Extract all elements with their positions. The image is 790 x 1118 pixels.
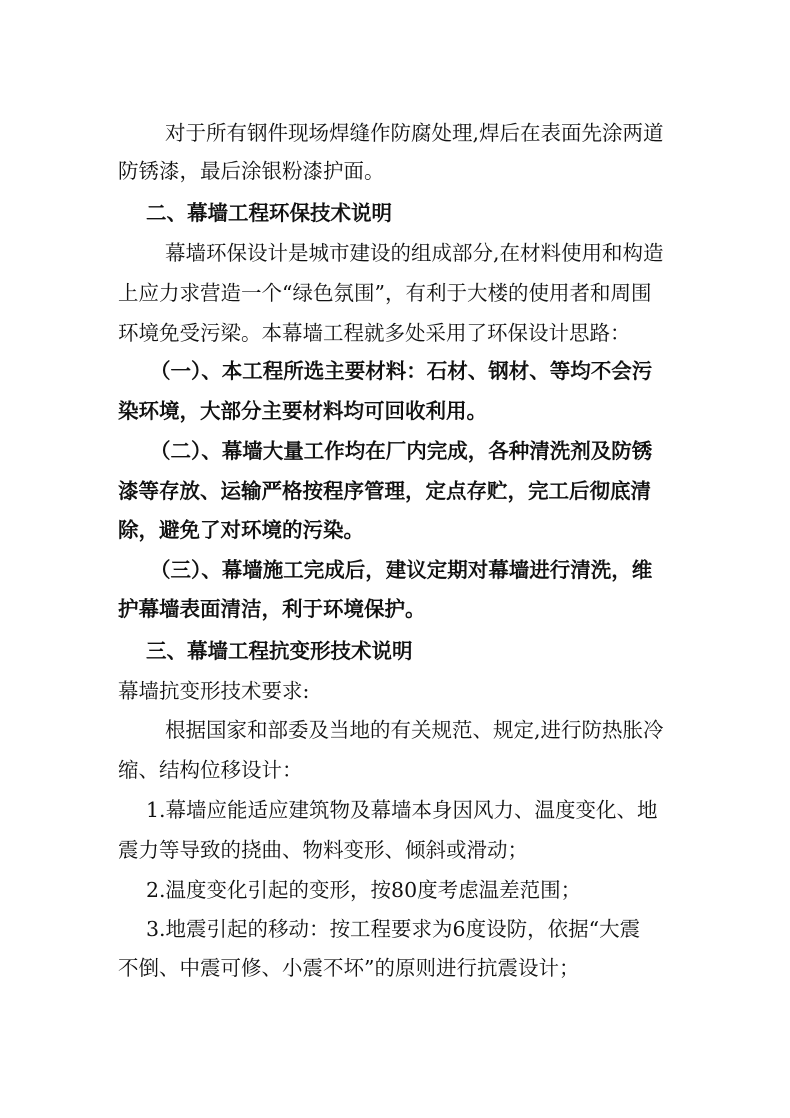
bold-paragraph-line: （二）、幕墙大量工作均在厂内完成，各种清洗剂及防锈: [150, 439, 653, 463]
paragraph-line: 上应力求营造一个“绿色氛围”，有利于大楼的使用者和周围: [118, 281, 652, 305]
paragraph-line: 幕墙环保设计是城市建设的组成部分,在材料使用和构造: [165, 241, 664, 265]
list-item-line: 不倒、中震可修、小震不坏”的原则进行抗震设计；: [118, 956, 580, 980]
list-item-line: 3.地震引起的移动：按工程要求为6度设防，依据“大震: [146, 917, 641, 941]
paragraph-line: 缩、结构位移设计：: [118, 758, 303, 782]
paragraph-line: 环境免受污梁。本幕墙工程就多处采用了环保设计思路：: [118, 321, 631, 345]
paragraph-line: 根据国家和部委及当地的有关规范、规定,进行防热胀冷: [165, 718, 664, 742]
list-item-line: 2.温度变化引起的变形，按80度考虑温差范围；: [146, 878, 582, 902]
section-heading: 三、幕墙工程抗变形技术说明: [146, 639, 413, 663]
bold-paragraph-line: 护幕墙表面清洁，利于环境保护。: [118, 597, 426, 621]
section-heading: 二、幕墙工程环保技术说明: [146, 201, 392, 225]
bold-paragraph-line: 染环境，大部分主要材料均可回收利用。: [118, 399, 487, 423]
list-item-line: 震力等导致的挠曲、物料变形、倾斜或滑动；: [118, 838, 528, 862]
list-item-line: 1.幕墙应能适应建筑物及幕墙本身因风力、温度变化、地: [146, 798, 658, 822]
bold-paragraph-line: 漆等存放、运输严格按程序管理，定点存贮，完工后彻底清: [118, 479, 651, 503]
paragraph-line: 防锈漆，最后涂银粉漆护面。: [118, 159, 385, 183]
bold-paragraph-line: 除，避免了对环境的污染。: [118, 518, 364, 542]
bold-paragraph-line: （三）、幕墙施工完成后，建议定期对幕墙进行清洗，维: [150, 558, 653, 582]
bold-paragraph-line: （一）、本工程所选主要材料：石材、钢材、等均不会污: [150, 359, 653, 383]
paragraph-line: 幕墙抗变形技术要求:: [118, 679, 310, 703]
paragraph-line: 对于所有钢件现场焊缝作防腐处理,焊后在表面先涂两道: [165, 121, 664, 145]
